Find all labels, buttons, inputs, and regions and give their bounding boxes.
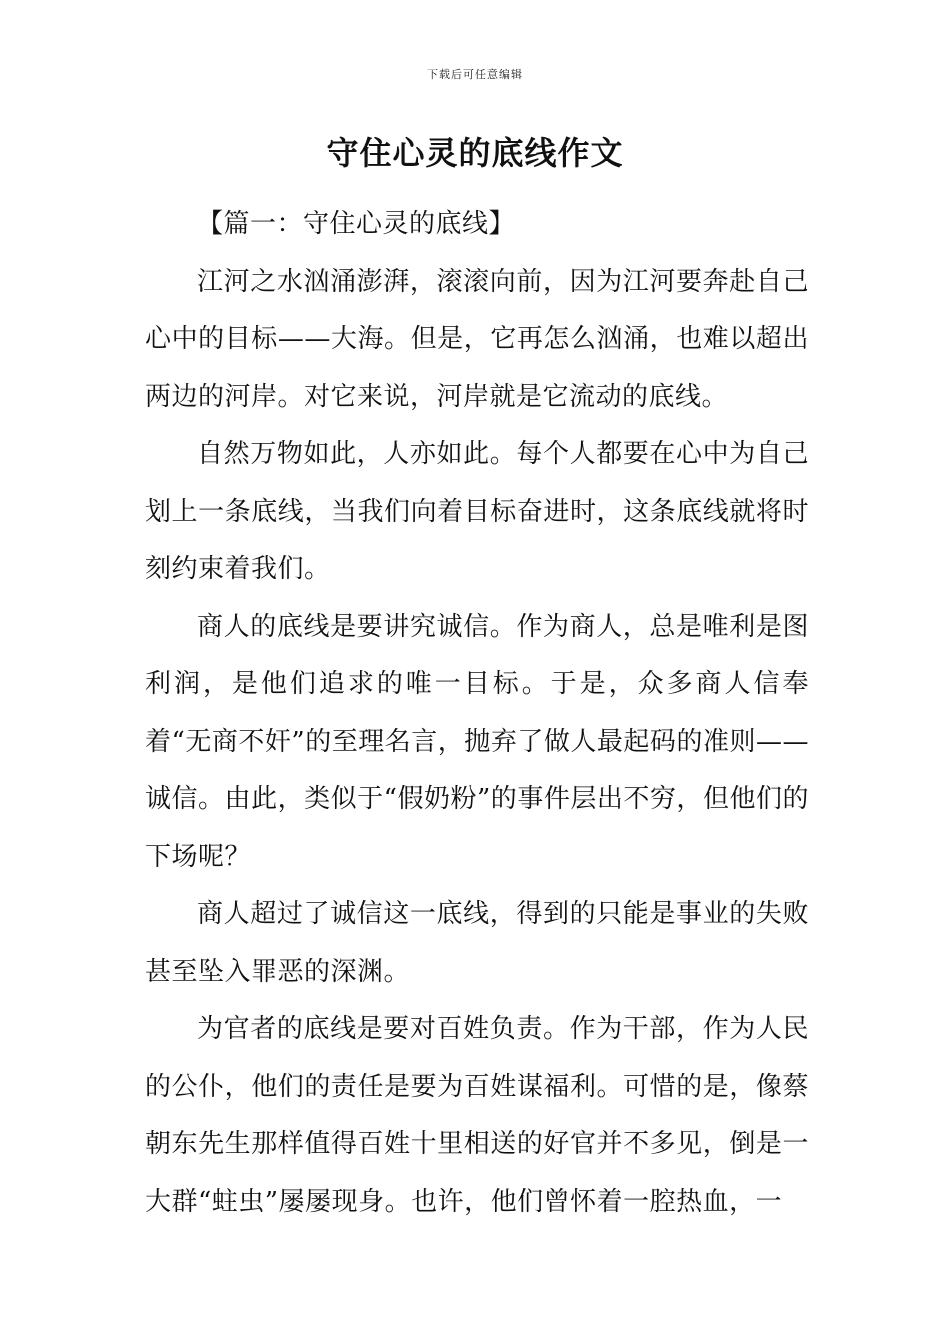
paragraph: 商人的底线是要讲究诚信。作为商人，总是唯利是图利润，是他们追求的唯一目标。于是，众多商人信奉着“无商不奸”的至理名言，抛弃了做人最起码的准则——诚信。由此，类似于“假奶粉”的事件层出不穷，但他们的下场呢？ xyxy=(145,611,809,872)
paragraph: 为官者的底线是要对百姓负责。作为干部，作为人民的公仆，他们的责任是要为百姓谋福利。可惜的是，像蔡朝东先生那样值得百姓十里相送的好官并不多见，倒是一大群“蛀虫”屡屡现身。也许，他们曾怀着一腔热血，一 xyxy=(145,1014,809,1217)
header-note: 下载后可任意编辑 xyxy=(427,68,523,81)
paragraph: 自然万物如此，人亦如此。每个人都要在心中为自己划上一条底线，当我们向着目标奋进时，这条底线就将时刻约束着我们。 xyxy=(145,439,809,584)
section-heading: 【篇一：守住心灵的底线】 xyxy=(197,209,516,239)
document-body xyxy=(145,196,809,1231)
paragraph: 江河之水汹涌澎湃，滚滚向前，因为江河要奔赴自己心中的目标——大海。但是，它再怎么汹涌，也难以超出两边的河岸。对它来说，河岸就是它流动的底线。 xyxy=(145,266,809,412)
paragraph: 商人超过了诚信这一底线，得到的只能是事业的失败甚至坠入罪恶的深渊。 xyxy=(145,899,809,987)
document-title: 守住心灵的底线作文 xyxy=(326,134,624,172)
